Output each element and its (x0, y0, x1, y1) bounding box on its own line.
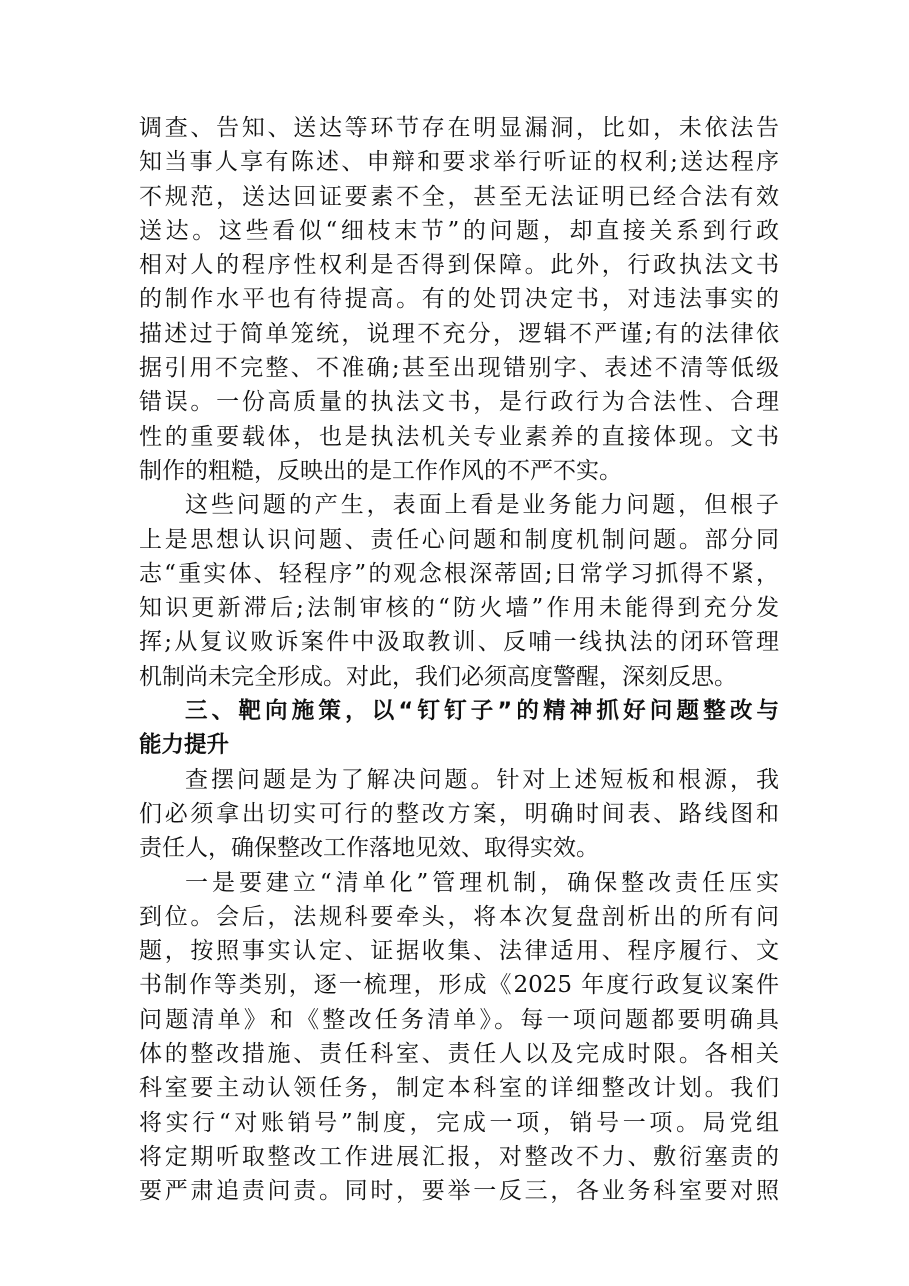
paragraph-line: 要严肃追责问责。同时，要举一反三，各业务科室要对照 (139, 1178, 779, 1205)
paragraph-line: 将实行“对账销号”制度，完成一项，销号一项。局党组 (139, 1109, 779, 1136)
paragraph-line: 们必须拿出切实可行的整改方案，明确时间表、路线图和 (139, 800, 779, 827)
paragraph-line: 据引用不完整、不准确;甚至出现错别字、表述不清等低级 (139, 355, 779, 382)
paragraph-line: 相对人的程序性权利是否得到保障。此外，行政执法文书 (139, 252, 779, 279)
paragraph-line: 到位。会后，法规科要牵头，将本次复盘剖析出的所有问 (139, 903, 779, 930)
paragraph-line: 题，按照事实认定、证据收集、法律适用、程序履行、文 (139, 938, 779, 965)
paragraph-line: 制作的粗糙，反映出的是工作作风的不严不实。 (139, 457, 622, 484)
paragraph-line: 上是思想认识问题、责任心问题和制度机制问题。部分同 (139, 526, 779, 553)
paragraph-line: 科室要主动认领任务，制定本科室的详细整改计划。我们 (139, 1075, 779, 1102)
paragraph-line: 知当事人享有陈述、申辩和要求举行听证的权利;送达程序 (139, 149, 779, 176)
paragraph-line: 送达。这些看似“细枝末节”的问题，却直接关系到行政 (139, 217, 779, 244)
paragraph-line: 调查、告知、送达等环节存在明显漏洞，比如，未依法告 (139, 115, 779, 141)
paragraph-line: 性的重要载体，也是执法机关专业素养的直接体现。文书 (139, 423, 779, 450)
section-heading: 三、靶向施策，以“钉钉子”的精神抓好问题整改与 (185, 698, 779, 725)
paragraph-line: 问题清单》和《整改任务清单》。每一项问题都要明确具 (139, 1006, 779, 1033)
paragraph-line: 的制作水平也有待提高。有的处罚决定书，对违法事实的 (139, 286, 779, 313)
section-heading: 能力提升 (139, 732, 230, 759)
paragraph-line: 志“重实体、轻程序”的观念根深蒂固;日常学习抓得不紧， (139, 560, 779, 587)
paragraph-line: 描述过于简单笼统，说理不充分，逻辑不严谨;有的法律依 (139, 320, 779, 347)
paragraph-line: 知识更新滞后;法制审核的“防火墙”作用未能得到充分发 (139, 595, 779, 622)
paragraph-line: 将定期听取整改工作进展汇报，对整改不力、敷衍塞责的 (139, 1143, 779, 1170)
paragraph-line: 体的整改措施、责任科室、责任人以及完成时限。各相关 (139, 1041, 779, 1068)
paragraph-line: 责任人，确保整改工作落地见效、取得实效。 (139, 835, 599, 862)
paragraph-line: 这些问题的产生，表面上看是业务能力问题，但根子 (185, 492, 779, 519)
paragraph-line: 挥;从复议败诉案件中汲取教训、反哺一线执法的闭环管理 (139, 629, 779, 656)
paragraph-line: 书制作等类别，逐一梳理，形成《2025 年度行政复议案件 (139, 972, 779, 999)
paragraph-line: 机制尚未完全形成。对此，我们必须高度警醒，深刻反思。 (139, 663, 737, 690)
paragraph-line: 错误。一份高质量的执法文书，是行政行为合法性、合理 (139, 389, 779, 416)
document-body (139, 111, 779, 1209)
paragraph-line: 一是要建立“清单化”管理机制，确保整改责任压实 (185, 869, 779, 896)
paragraph-line: 查摆问题是为了解决问题。针对上述短板和根源，我 (185, 766, 779, 793)
paragraph-line: 不规范，送达回证要素不全，甚至无法证明已经合法有效 (139, 183, 779, 210)
